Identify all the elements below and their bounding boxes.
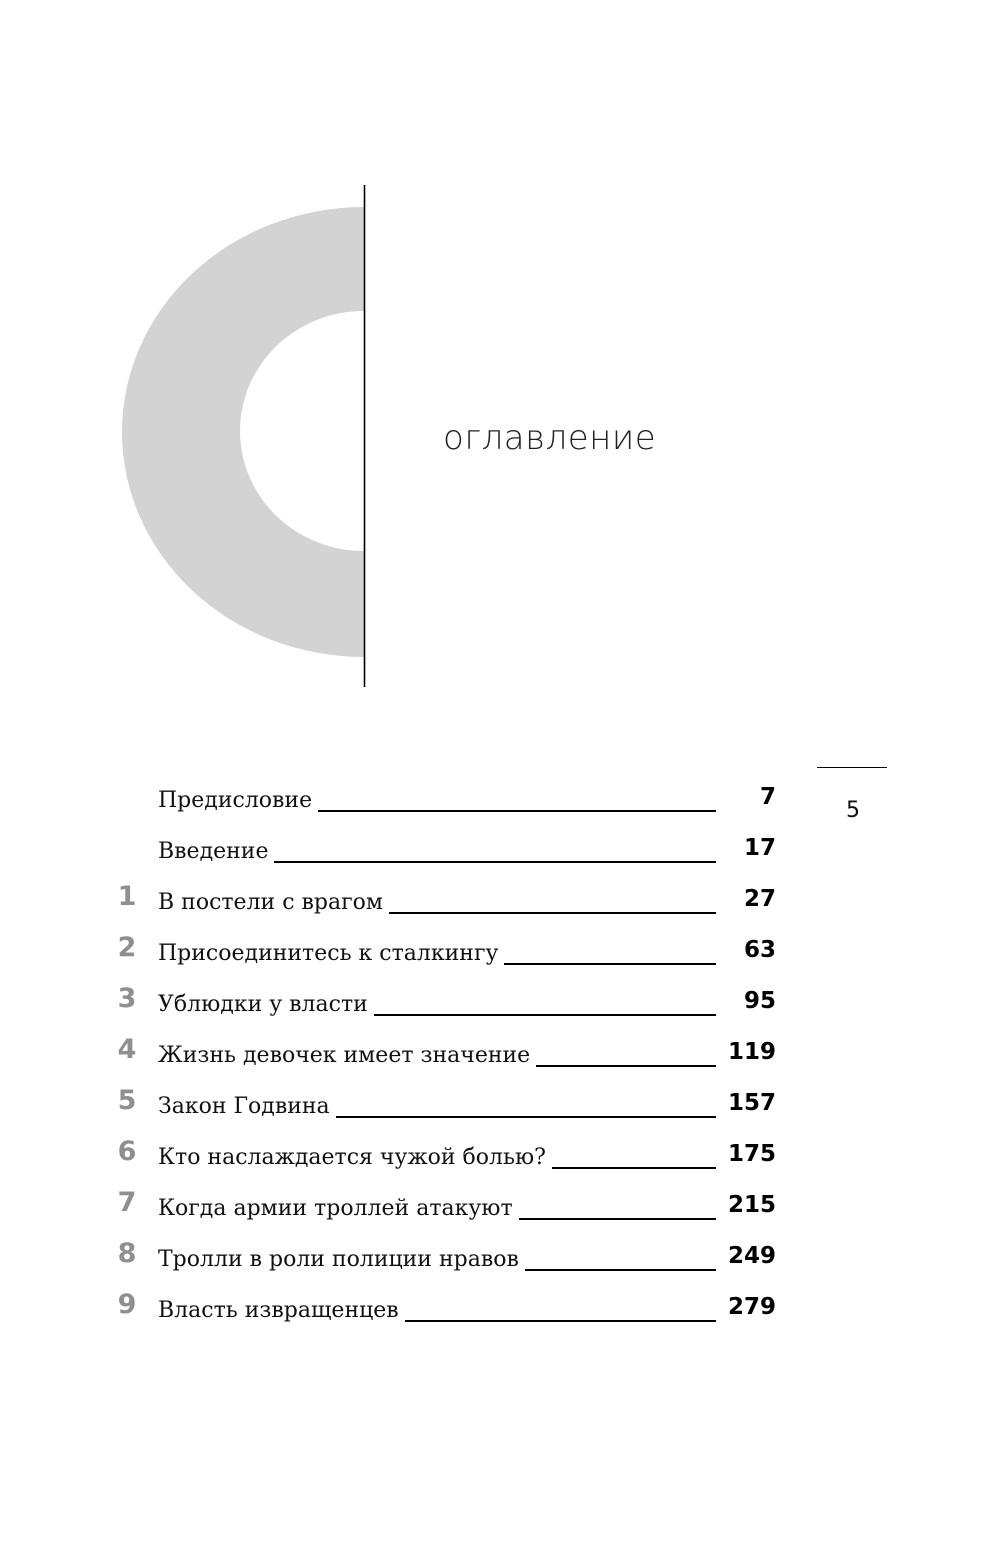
toc-row[interactable] (0, 1280, 1000, 1330)
chapter-number: 5 (117, 1085, 137, 1116)
toc-entry (158, 831, 716, 867)
page-number: 279 (727, 1294, 776, 1320)
chapter-title: Присоединитесь к сталкингу (158, 941, 499, 966)
toc-entry (158, 933, 716, 969)
chapter-number: 6 (117, 1136, 137, 1167)
leader-line (336, 1116, 716, 1118)
toc-entry (158, 780, 716, 816)
toc-row[interactable] (0, 1076, 1000, 1126)
leader-line (389, 912, 716, 914)
chapter-number: 7 (117, 1187, 137, 1218)
toc-entry (158, 1239, 716, 1275)
chapter-number: 2 (117, 932, 137, 963)
page-title: оглавление (443, 418, 657, 458)
leader-line (536, 1065, 716, 1067)
page-number: 249 (727, 1243, 776, 1269)
chapter-number: 3 (117, 983, 137, 1014)
chapter-number: 1 (117, 881, 137, 912)
toc-entry (158, 882, 716, 918)
leader-line (374, 1014, 716, 1016)
page-number: 17 (743, 835, 776, 861)
page-number: 119 (727, 1039, 776, 1065)
toc-entry (158, 1035, 716, 1071)
toc-row[interactable] (0, 923, 1000, 973)
leader-line (525, 1269, 716, 1271)
toc-row[interactable] (0, 1127, 1000, 1177)
toc-row[interactable] (0, 974, 1000, 1024)
page-number: 175 (727, 1141, 776, 1167)
toc-entry (158, 1188, 716, 1224)
chapter-number: 4 (117, 1034, 137, 1065)
chapter-title: Ублюдки у власти (158, 992, 368, 1017)
folio-page-number: 5 (846, 798, 860, 823)
leader-line (405, 1320, 716, 1322)
toc-entry (158, 1290, 716, 1326)
chapter-title: Тролли в роли полиции нравов (158, 1247, 519, 1272)
page-number: 27 (743, 886, 776, 912)
page-number: 7 (759, 784, 776, 810)
toc-entry (158, 1137, 716, 1173)
chapter-number: 8 (117, 1238, 137, 1269)
toc-entry (158, 984, 716, 1020)
chapter-title: Кто наслаждается чужой болью? (158, 1145, 546, 1170)
chapter-title: Введение (158, 839, 269, 864)
letter-c-shape (122, 207, 364, 657)
page-number: 95 (743, 988, 776, 1014)
leader-line (504, 963, 716, 965)
toc-entry (158, 1086, 716, 1122)
toc-row[interactable] (0, 1229, 1000, 1279)
page-number: 157 (727, 1090, 776, 1116)
leader-line (274, 861, 716, 863)
toc-row[interactable] (0, 1025, 1000, 1075)
leader-line (552, 1167, 716, 1169)
toc-row[interactable] (0, 872, 1000, 922)
folio-rule (817, 767, 887, 768)
chapter-title: Когда армии троллей атакуют (158, 1196, 513, 1221)
chapter-title: Закон Годвина (158, 1094, 330, 1119)
chapter-title: В постели с врагом (158, 890, 383, 915)
toc-row[interactable] (0, 821, 1000, 871)
page-number: 63 (743, 937, 776, 963)
chapter-title: Предисловие (158, 788, 313, 813)
leader-line (318, 810, 716, 812)
chapter-number: 9 (117, 1289, 137, 1320)
chapter-title: Жизнь девочек имеет значение (158, 1043, 531, 1068)
toc-row[interactable] (0, 1178, 1000, 1228)
chapter-title: Власть извращенцев (158, 1298, 399, 1323)
page-number: 215 (727, 1192, 776, 1218)
leader-line (519, 1218, 716, 1220)
